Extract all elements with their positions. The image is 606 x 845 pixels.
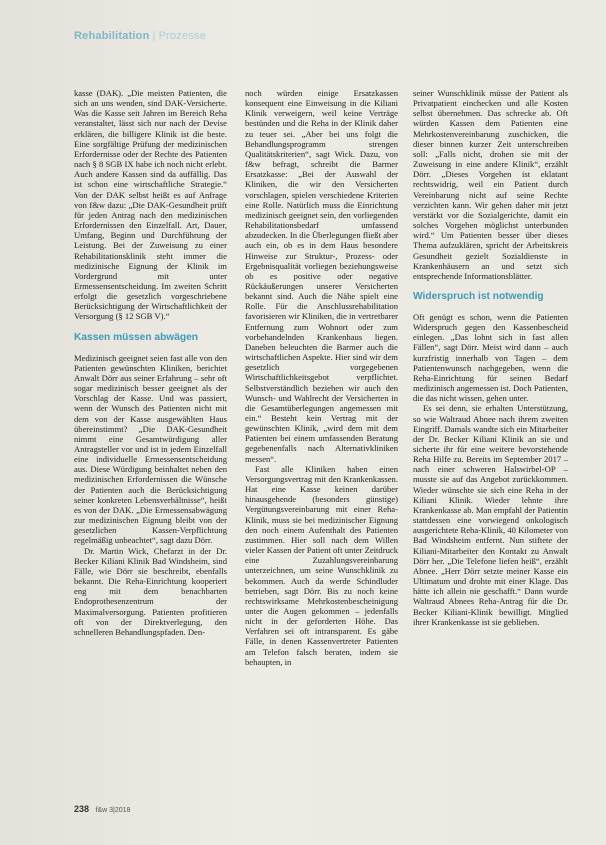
paragraph: noch würden einige Ersatzkassen konsequent eine Einweisung in die Kiliani Klinik verweigern, weil keine Verträge bestünden und die Reha in der Klinik daher zu teuer sei. „Aber bei uns folgt die Behandlungsprogramm strengen Qualitätskriterien“, sagt Wick. Dazu, von f&w befragt, schreibt die Barmer Ersatzkasse: „Bei der Auswahl der Kliniken, die wir den Versicherten vorschlagen, spielen verschiedene Kriterien eine Rolle. Natürlich muss die Einrichtung medizinisch geeignet sein, den vorliegenden Rehabilitationsbedarf umfassend abzudecken. In die Überlegungen fließt aber auch ein, ob es in dem Haus besondere Hinweise zur Struktur-, Prozess- oder Ergebnisqualität vorliegen beziehungsweise ob es positive oder negative Rückäußerungen unserer Versicherten bekannt sind. Auch die Nähe spielt eine Rolle. Für die Anschlussrehabilitation favorisieren wir Kliniken, die in vertretbarer Entfernung zum Wohnort oder zum vorbehandelnden Krankenhaus liegen. Daneben beleuchten die Barmer auch die wirtschaftlichen Aspekte. Hier sind wir dem gesetzlich vorgegebenen Wirtschaftlichkeitsgebot verpflichtet. Selbstverständlich beziehen wir auch den Wunsch- und Wahlrecht der Versicherten in die Gesamtüberlegungen angemessen mit ein.“ Besteht kein Vertrag mit der gewünschten Klinik, „wird dem mit dem Patienten bei einem umfassenden Beratung gegebenenfalls nach Alternativkliniken messen“.: [245, 88, 398, 464]
header-separator: |: [152, 30, 156, 42]
paragraph: Dr. Martin Wick, Chefarzt in der Dr. Becker Kiliani Klinik Bad Windsheim, sind Fälle, wie Dörr sie beschreibt, ebenfalls bekannt. Die Reha-Einrichtung kooperiert eng mit dem benachbarten Endoprothesenzentrum der Maximalversorgung. Patienten profitieren oft von der Direktverlegung, den schnelleren Behandlungspfaden. Den-: [74, 545, 227, 637]
paragraph: Oft genügt es schon, wenn die Patienten Widerspruch gegen den Kassenbescheid einlegen. „Das lohnt sich in fast allen Fällen“, sagt Dörr. Meist wird dann – auch kurzfristig innerhalb von Tagen – dem Patientenwunsch nachgegeben, wenn die Reha-Einrichtung für seinen Bedarf medizinisch angemessen ist. Doch Patienten, die das nicht wissen, gehen unter.: [413, 311, 568, 404]
paragraph: Medizinisch geeignet seien fast alle von den Patienten gewünschten Kliniken, berichtet Anwalt Dörr aus seiner Erfahrung – sehr oft sogar medizinisch besser geeignet als der Vorschlag der Kasse. Und was passiert, wenn der Wunsch des Patienten nicht mit dem von der Kasse ausgewählten Haus übereinstimmt? „Die DAK-Gesundheit nimmt eine Gesamtwürdigung aller Antragsteller vor und ist in jedem Einzelfall eine individuelle Ermessensentscheidung aus. Diese Würdigung beinhaltet neben den medizinischen Erfordernissen die Wünsche der Patienten auch die Berücksichtigung seiner konkreten Lebensverhältnisse“, heißt es von der DAK. „Die Ermessensabwägung zur medizinischen Eignung bleibt von der gesetzlichen Kassen-Verpflichtung regelmäßig unbeachtet“, sagt dazu Dörr.: [74, 352, 227, 546]
section-label: Rehabilitation: [74, 30, 150, 42]
paragraph: seiner Wunschklinik müsse der Patient als Privatpatient einchecken und alle Kosten selbst übernehmen. Das schrecke ab. Oft würden Kassen dem Patienten eine Mehrkostenvereinbarung zuschicken, die dieser binnen kurzer Zeit unterschreiben soll: „Falls nicht, drohen sie mit der Zuweisung in eine andere Klinik“, erzählt Dörr. „Dieses Vorgehen ist eklatant rechtswidrig, weil ein Patient durch Vereinbarung nicht auf seine Rechte verzichten kann. Wir gehen daher mit jetzt verstärkt vor die Sozialgerichte, damit ein solches Vorgehen möglichst unterbunden wird.“ Um Patienten besser über dieses Thema aufzuklären, spricht der Arbeitskreis Gesundheit gezielt Sozialdienste in Krankenhäusern an und setzt sich entsprechende Informationsblätter.: [413, 88, 568, 281]
text-column-3: [413, 88, 568, 627]
text-column-2: [245, 88, 398, 667]
paragraph: kasse (DAK). „Die meisten Patienten, die sich an uns wenden, sind DAK-Versicherte. Was die Kasse seit Jahren im Bereich Reha veranstaltet, lässt sich nur nach der Devise erklären, die billigere Klinik ist die beste. Eine sorgfältige Prüfung der medizinischen Erfordernisse oder der Rechte des Patienten nach § 8 SGB IX habe ich noch nicht erlebt. Auch andere Kassen sind da auffällig. Das ist schon eine wirtschaftliche Strategie.“ Von der DAK selbst heißt es auf Anfrage von f&w dazu: „Die DAK-Gesundheit prüft für jeden Antrag nach den medizinischen Erfordernissen den Einzelfall. Art, Dauer, Umfang, Beginn und Durchführung der Leistung. Bei der Zuweisung zu einer Rehabilitationsklinik steht immer die medizinische Eignung der Klinik im Vordergrund mit unter Ermessensentscheidung. Im zweiten Schritt erfolgt die gesetzlich vorgeschriebene Berücksichtigung der Wirtschaftlichkeit der Versorgung (§ 12 SGB V).“: [74, 88, 227, 322]
page-number: 238: [74, 804, 90, 814]
magazine-issue: f&w 3|2018: [95, 807, 131, 814]
text-column-1: [74, 88, 227, 637]
subheading-kassen: Kassen müssen abwägen: [74, 331, 198, 343]
subheading-widerspruch: Widerspruch ist notwendig: [413, 290, 544, 302]
page-footer: [74, 804, 130, 814]
paragraph: Fast alle Kliniken haben einen Versorgungsvertrag mit den Krankenkassen. Hat eine Kasse keinen darüber hinausgehende (besonders günstige) Vergütungsvereinbarung mit einer Reha-Klinik, muss sie bei medizinischer Eignung den noch einem Aufenthalt des Patienten zustimmen. Hier soll nach dem Willen vieler Kassen der Patient oft unter Zeitdruck eine Zuzahlungsvereinbarung unterzeichnen, um seine Wunschklinik zu bekommen. Auch da werde Schindluder betrieben, sagt Dörr. Bis zu noch keine rechtswirksame Mehrkostenbescheinigung unter die Augen gekommen – jedenfalls nicht in der geforderten Höhe. Das Verfahren sei oft intransparent. Es gäbe Fälle, in denen Kassenvertreter Patienten am Telefon falsch beraten, indem sie behaupten, in: [245, 463, 398, 667]
paragraph: Es sei denn, sie erhalten Unterstützung, so wie Waltraud Abnee nach ihrem zweiten Eingriff. Damals wandte sich ein Mitarbeiter der Dr. Becker Kiliani Klinik an sie und sicherte ihr für eine weitere bevorstehende Reha Hilfe zu. Bereits im September 2017 – nach einer schweren Halswirbel-OP – musste sie auf das Angebot zurückkommen. Wieder wünschte sie sich eine Reha in der Kiliani Klinik. Wieder lehnte ihre Krankenkasse ab. Man empfahl der Patientin stattdessen eine vorwiegend onkologisch ausgerichtete Reha-Klinik, 40 Kilometer von Bad Windsheim entfernt. Nun stiftete der Kiliani-Mitarbeiter den Kontakt zu Anwalt Dörr her. „Die Telefone liefen heiß“, erzählt Abnee. „Herr Dörr setzte meiner Kasse ein Ultimatum und drohte mit einer Klage. Das hätte ich allein nie geschafft.“ Dann wurde Waltraud Abnees Reha-Antrag für die Dr. Becker Kiliani-Klinik bewilligt. Mitglied ihrer Krankenkasse ist sie geblieben.: [413, 403, 568, 627]
section-header: [74, 30, 206, 42]
subsection-label: Prozesse: [158, 30, 207, 42]
